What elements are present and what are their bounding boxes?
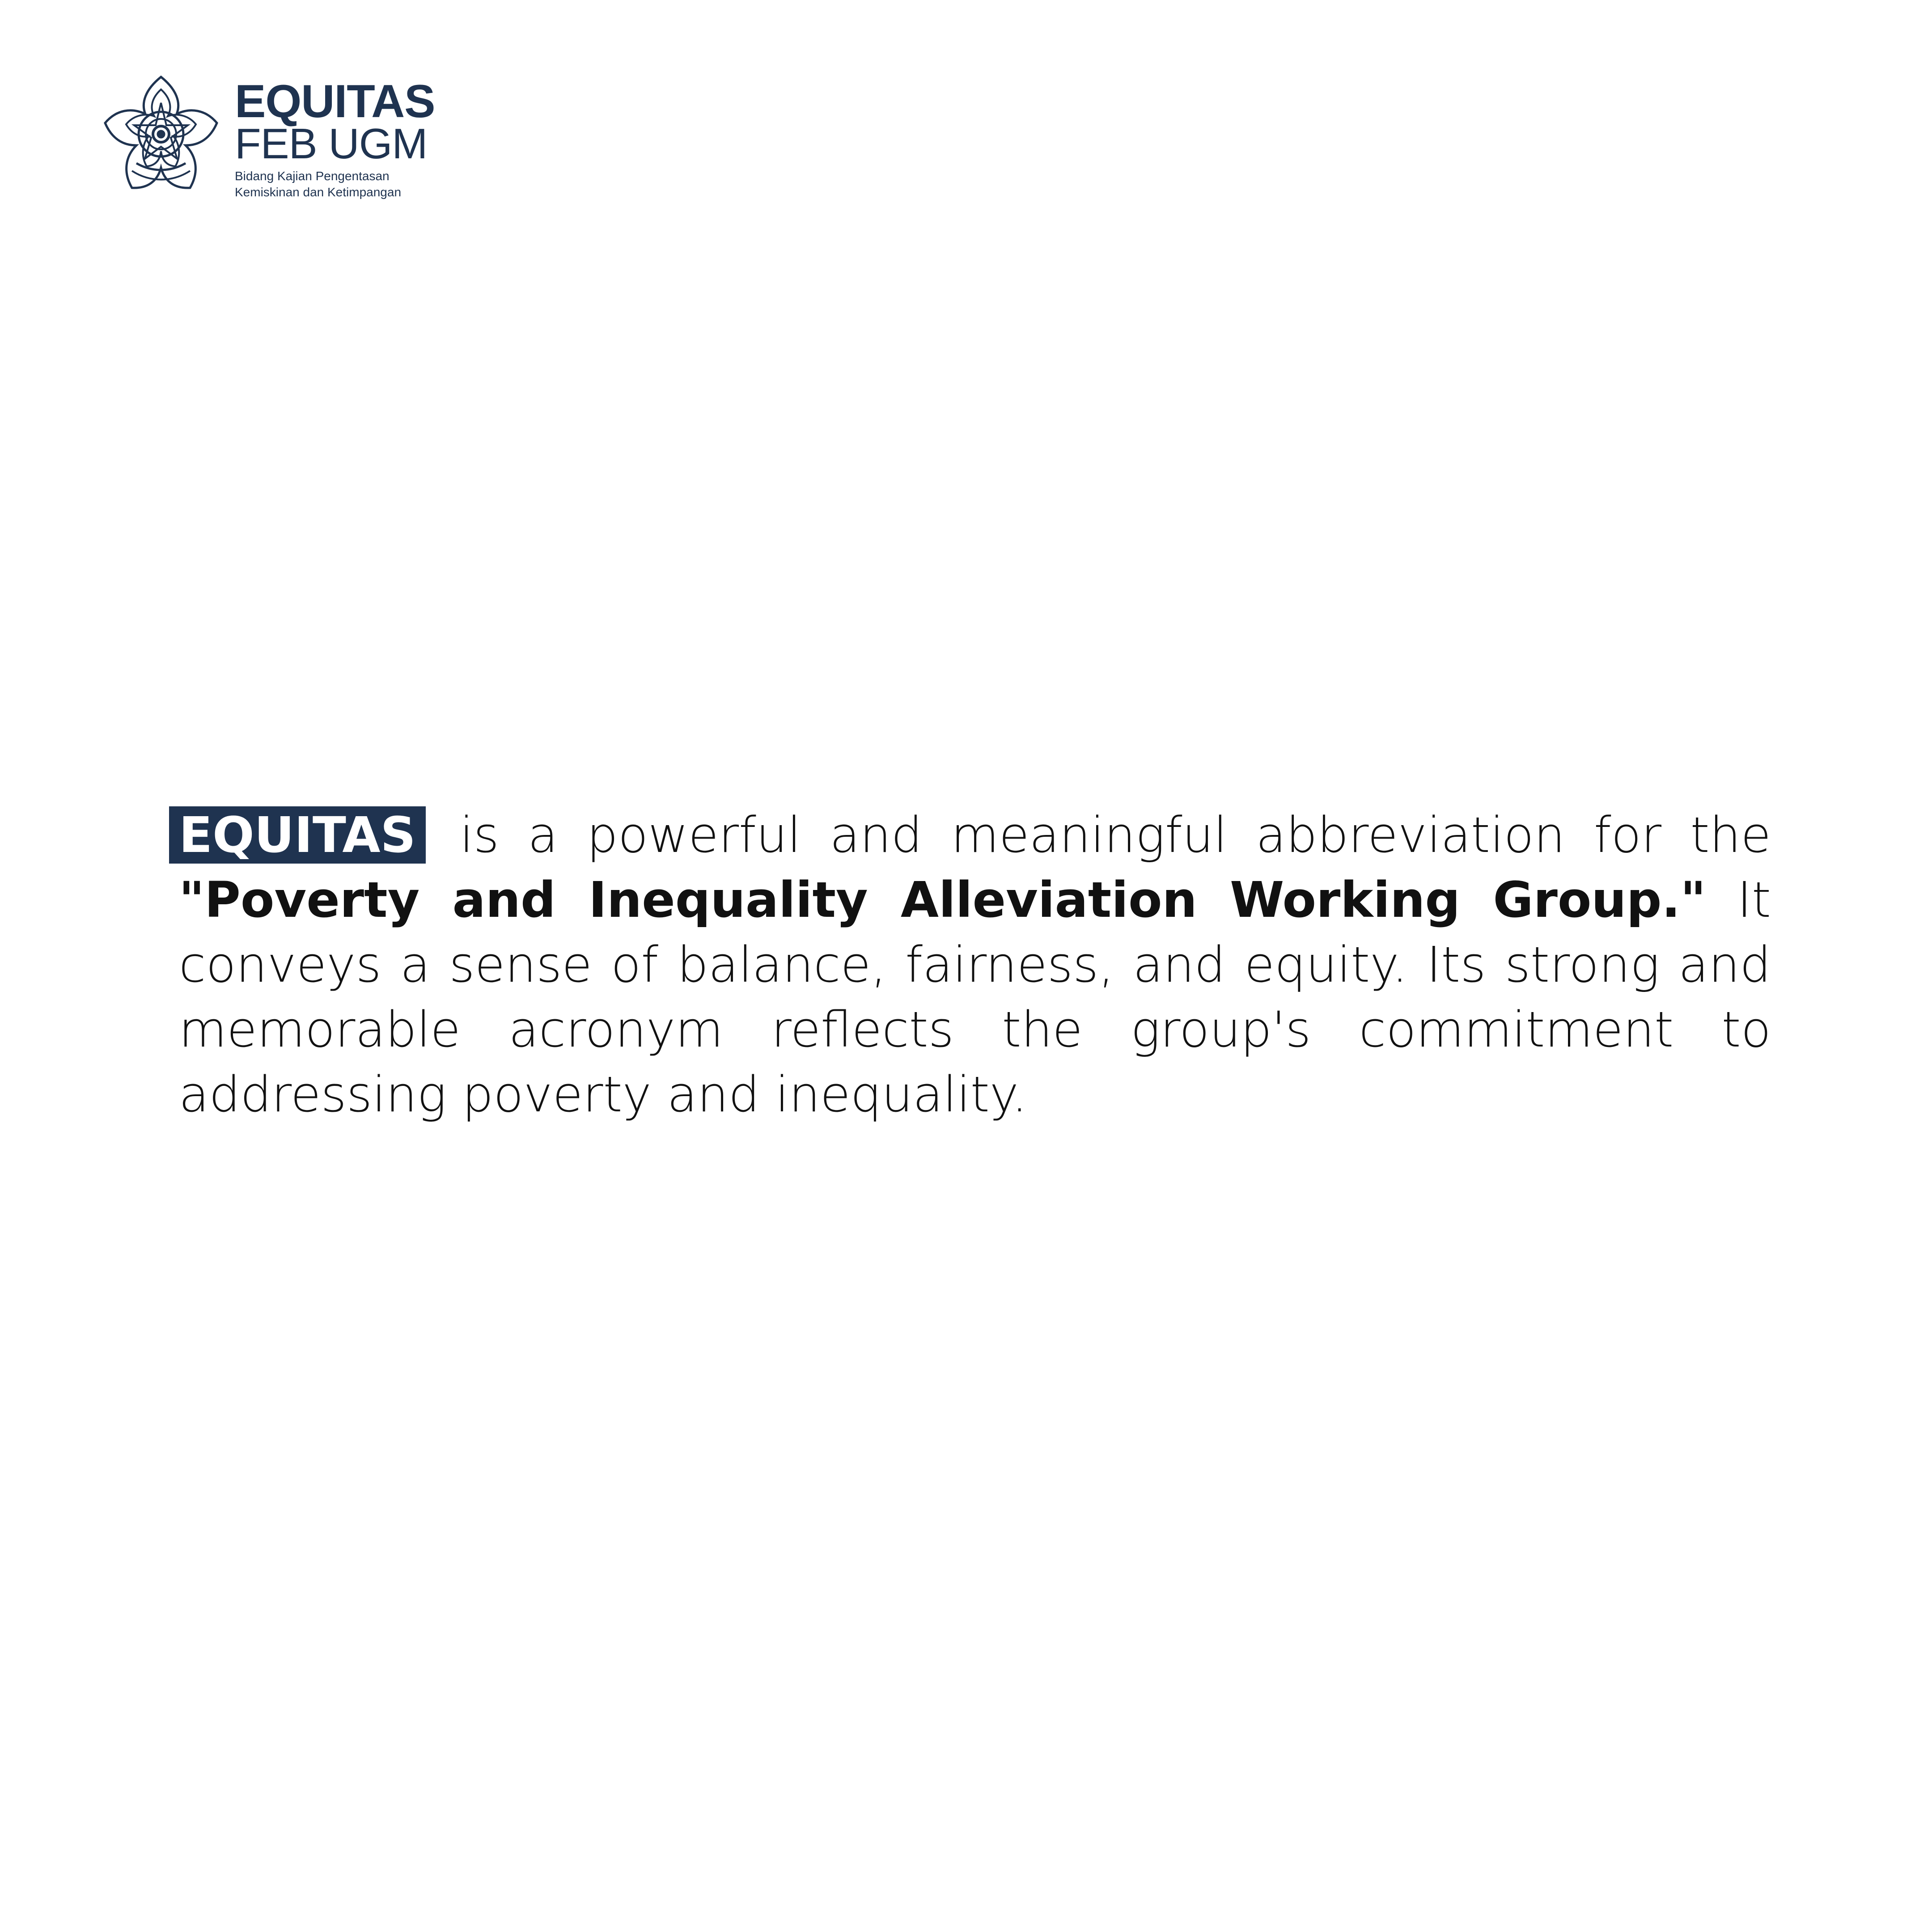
logo-caption-line2: Kemiskinan dan Ketimpangan [235, 185, 402, 199]
brand-logo [94, 72, 434, 206]
logo-wordmark [235, 76, 436, 200]
highlighted-acronym: EQUITAS [169, 806, 426, 864]
bold-phrase: "Poverty and Inequality Alleviation Working Group." [179, 871, 1706, 928]
paragraph-text-part1: is a powerful and meaningful abbreviation for the [431, 806, 1771, 864]
logo-caption-line1: Bidang Kajian Pengentasan [235, 169, 390, 183]
main-paragraph [179, 803, 1771, 1127]
logo-subtitle: FEB UGM [235, 120, 428, 168]
logo-title: EQUITAS [235, 76, 435, 127]
paragraph-text-part2: It conveys a sense of balance, fairness, and equity. Its strong and memorable acronym reflects the group's commitment to addressing poverty and inequality. [179, 871, 1771, 1123]
university-seal-icon [94, 72, 228, 206]
